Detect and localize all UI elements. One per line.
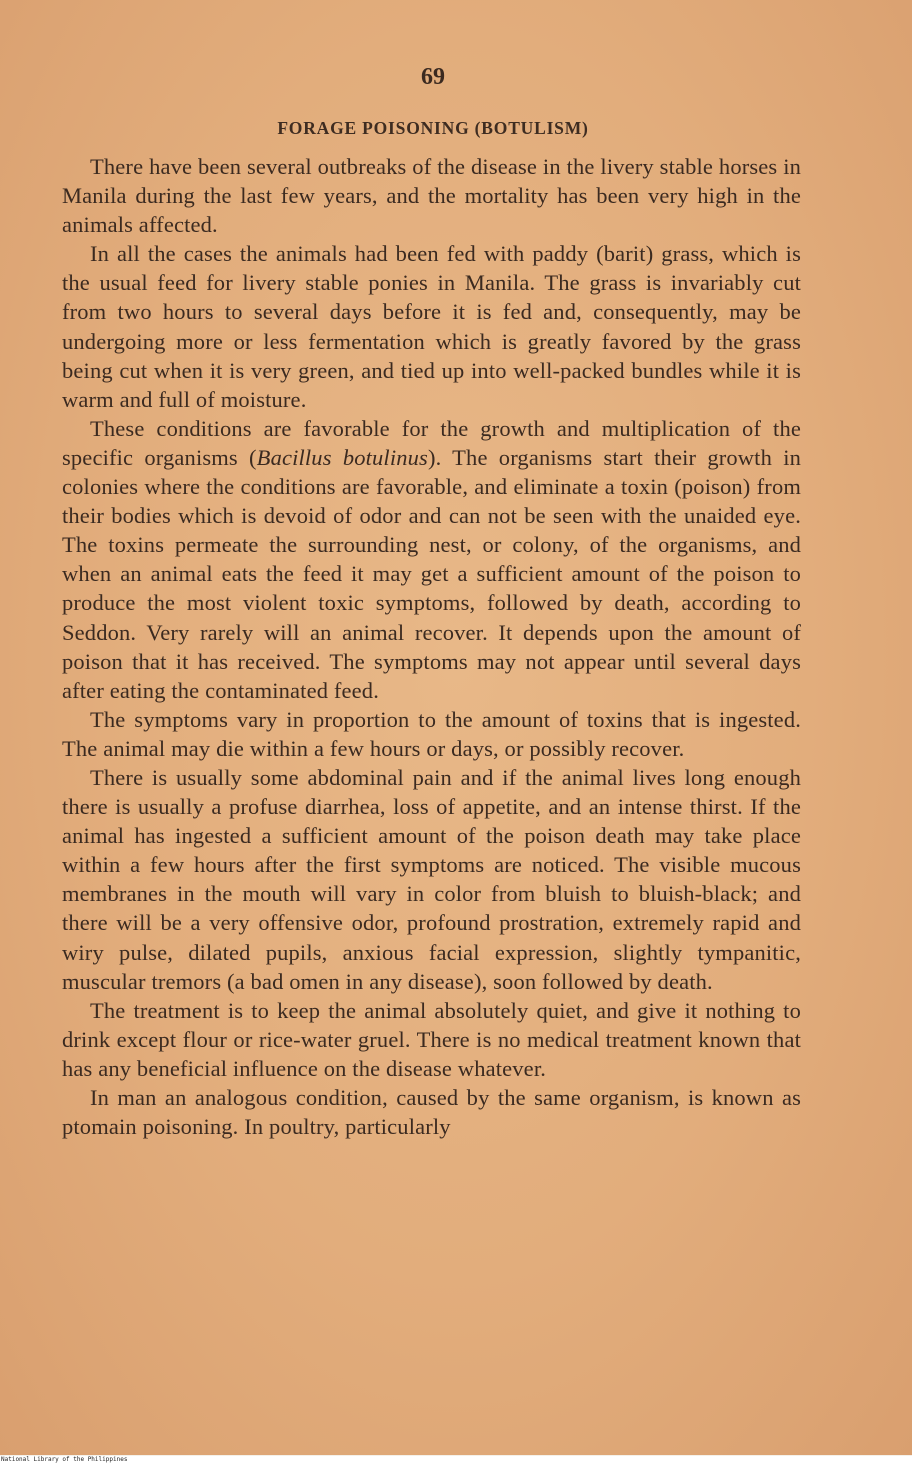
body-text (62, 152, 801, 1141)
paragraph: There have been several outbreaks of the disease in the livery stable horses in Manila during the last few years, and the mortality has been very high in the animals affected. (62, 154, 801, 238)
library-credit: National Library of the Philippines (0, 1456, 912, 1463)
paragraph: The symptoms vary in proportion to the amount of toxins that is ingested. The animal may die within a few hours or days, or possibly recover. (62, 706, 801, 761)
chapter-heading: FORAGE POISONING (BOTULISM) (277, 118, 589, 138)
paragraph: The treatment is to keep the animal absolutely quiet, and give it nothing to drink except flour or rice-water gruel. There is no medical treatment known that has any beneficial influence on the disease whatever. (62, 997, 801, 1081)
paragraph (62, 414, 801, 705)
page-number: 69 (421, 64, 445, 90)
paragraph-text: ). The organisms start their growth in colonies where the conditions are favorable, and eliminate a toxin (poison) from their bodies which is devoid of odor and can not be seen with the unaided eye. The toxins permeate the surrounding nest, or colony, of the organisms, and when an animal eats the feed it may get a sufficient amount of the poison to produce the most violent toxic symptoms, followed by death, according to Seddon. Very rarely will an animal recover. It depends upon the amount of poison that it has received. The symptoms may not appear until several days after eating the contaminated feed. (62, 444, 801, 703)
species-name: Bacillus botulinus (256, 444, 428, 470)
paragraph: In all the cases the animals had been fed with paddy (barit) grass, which is the usual feed for livery stable ponies in Manila. The grass is invariably cut from two hours to several days before it is fed and, consequently, may be undergoing more or less fermentation which is greatly favored by the grass being cut when it is very green, and tied up into well-packed bundles while it is warm and full of moisture. (62, 241, 801, 412)
paragraph-text: These conditions are favorable for the growth and multiplication of the specific organisms ( (62, 415, 801, 470)
paragraph: There is usually some abdominal pain and if the animal lives long enough there is usually a profuse diarrhea, loss of appetite, and an intense thirst. If the animal has ingested a sufficient amount of the poison death may take place within a few hours after the first symptoms are noticed. The visible mucous membranes in the mouth will vary in color from bluish to bluish-black; and there will be a very offensive odor, profound prostration, extremely rapid and wiry pulse, dilated pupils, anxious facial expression, slightly tympanitic, muscular tremors (a bad omen in any disease), soon followed by death. (62, 764, 801, 994)
paragraph: In man an analogous condition, caused by the same organism, is known as ptomain poisoning. In poultry, particularly (62, 1085, 801, 1140)
